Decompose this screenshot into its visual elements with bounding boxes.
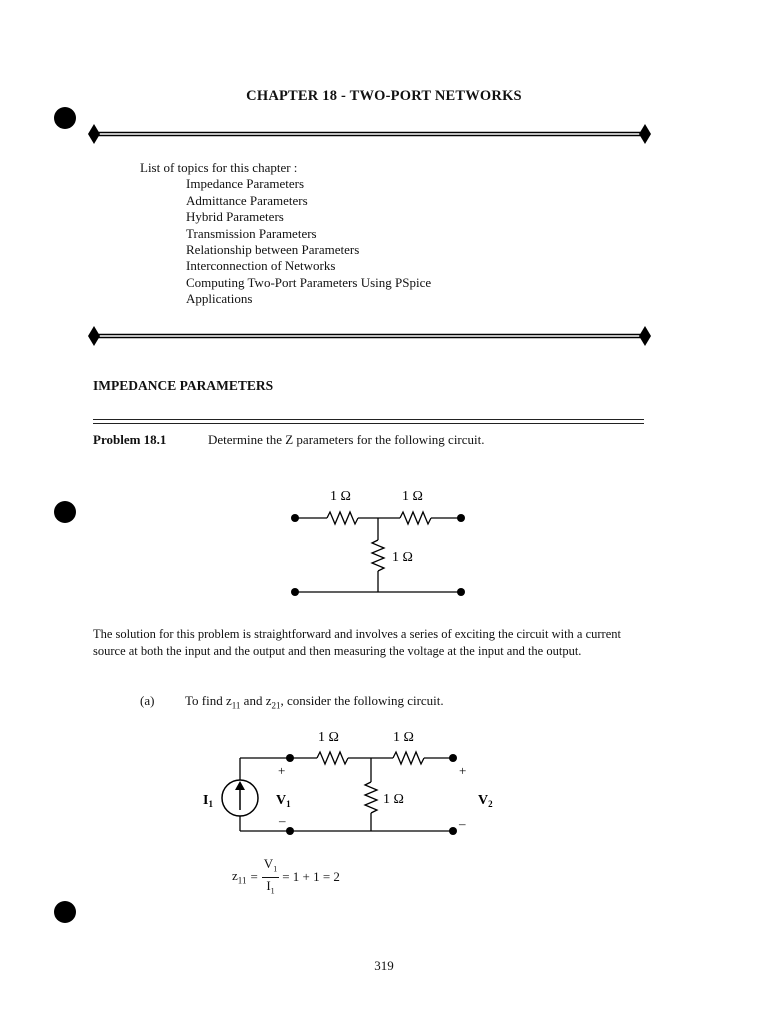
equation-fraction: $\frac{V_1}{I_1}$ [263,856,278,896]
topic-item: Hybrid Parameters [186,209,284,225]
part-a-text: To find z [185,693,232,708]
section-heading: IMPEDANCE PARAMETERS [93,378,274,393]
v2-label: $V_2$ [478,793,493,809]
binder-hole-top [54,107,76,129]
subscript: 21 [271,700,281,711]
topic-item: Impedance Parameters [186,176,305,192]
binder-hole-bottom [54,901,76,923]
part-a-text: , consider the following circuit. [280,693,444,708]
bottom-divider [88,319,651,353]
equation-rhs: = 1 + 1 = 2 [282,869,340,885]
subscript: 11 [231,700,241,711]
section-rule [93,419,644,420]
v1-label: $V_1$ [276,793,291,809]
part-a-statement [140,693,444,711]
port1-minus: – [279,813,286,828]
resistor-label-left: 1 Ω [318,730,339,745]
topic-item: Computing Two-Port Parameters Using PSpice [186,274,432,290]
topic-item: Relationship between Parameters [186,242,360,258]
circuit-diagram-2 [195,718,505,848]
port2-minus: – [459,816,466,831]
page-number: 319 [374,958,394,973]
resistor-label-shunt: 1 Ω [392,550,413,565]
top-divider [88,117,651,151]
binder-hole-middle [54,501,76,523]
resistor-label-right: 1 Ω [393,730,414,745]
topic-item: Admittance Parameters [186,192,308,208]
problem-label: Problem 18.1 [93,432,167,447]
problem-text: Determine the Z parameters for the following circuit. [208,432,485,447]
topics-list [140,160,431,308]
topic-item: Transmission Parameters [186,225,317,241]
source-label: $I_1$ [203,793,213,809]
topic-item: Interconnection of Networks [186,258,336,274]
topics-intro: List of topics for this chapter : [140,160,298,175]
resistor-label-left: 1 Ω [330,489,351,504]
topic-item: Applications [186,291,253,307]
port1-plus: + [278,763,286,778]
circuit-diagram-1 [285,480,475,605]
section-rule [93,423,644,424]
chapter-title: CHAPTER 18 - TWO-PORT NETWORKS [246,88,522,104]
solution-paragraph: The solution for this problem is straightforward and involves a series of exciting the circuit with a current source at both the input and the output and then measuring the voltage at the input and the output. [93,627,621,658]
part-a-text: and z [240,693,272,708]
part-a-label: (a) [140,693,155,708]
equation-z11: $z_{11}$ = $\frac{V_1}{I_1}$ = 1 + 1 = 2 [232,856,340,898]
resistor-label-shunt: 1 Ω [383,792,404,807]
resistor-label-right: 1 Ω [402,489,423,504]
equation-lhs: $z_{11}$ [232,868,247,886]
port2-plus: + [459,763,467,778]
problem-statement [93,432,485,448]
